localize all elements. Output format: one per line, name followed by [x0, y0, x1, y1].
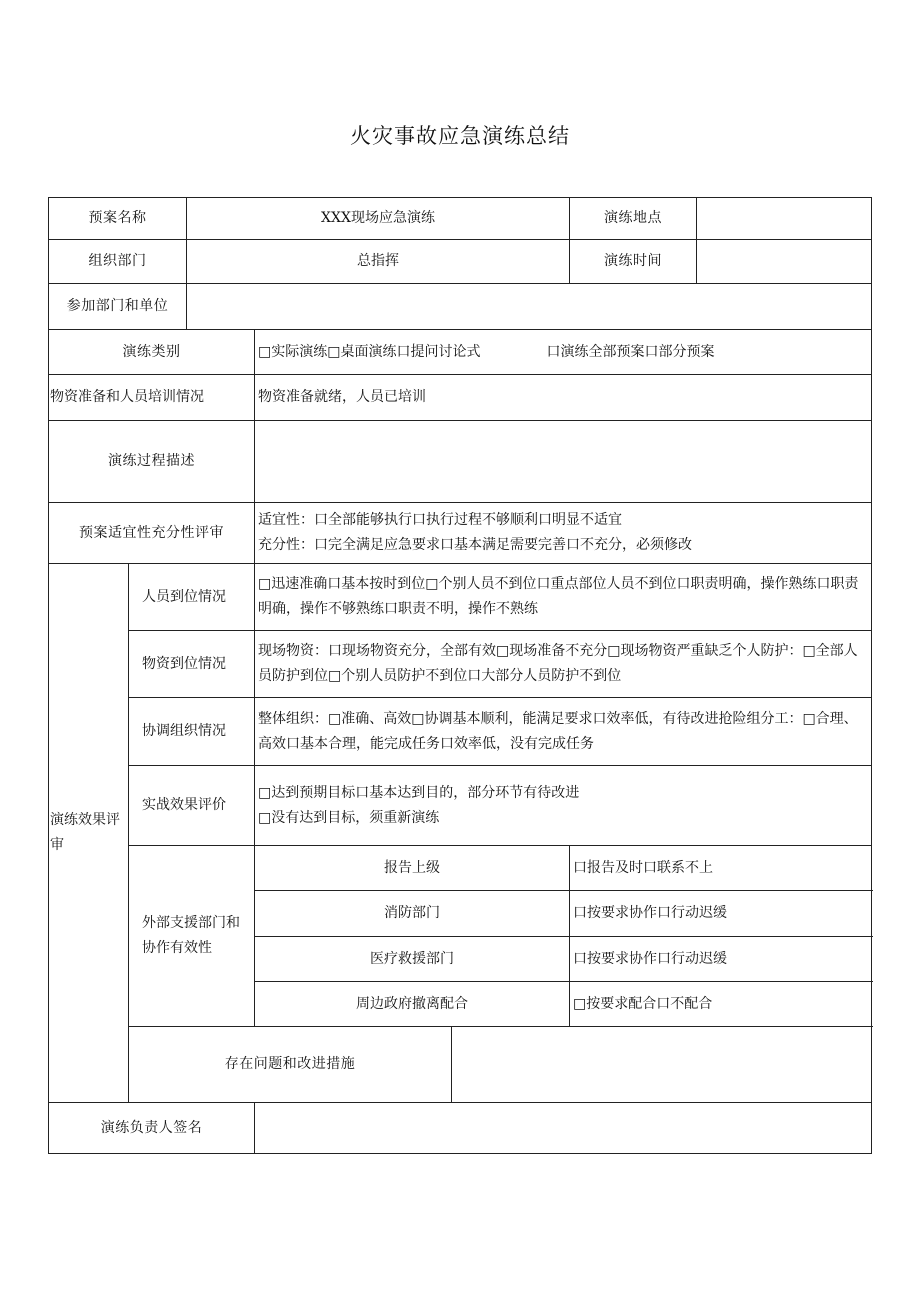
time-label: 演练时间	[570, 240, 697, 284]
category-options-b[interactable]: 口演练全部预案口部分预案	[546, 343, 715, 360]
time-value[interactable]	[697, 240, 872, 284]
plan-name-row	[49, 198, 872, 240]
personnel-row	[49, 564, 872, 631]
suitability-options[interactable]	[255, 503, 872, 564]
external-item-options[interactable]: 口报告及时口联系不上	[570, 846, 872, 891]
supplies-options[interactable]: 现场物资：口现场物资充分，全部有效□现场准备不充分□现场物资严重缺乏个人防护：□全部人员防护到位□个别人员防护不到位口大部分人员防护不到位	[255, 631, 872, 698]
external-item-options[interactable]: 口按要求协作口行动迟缓	[570, 891, 872, 937]
location-label: 演练地点	[570, 198, 697, 240]
process-value[interactable]	[255, 421, 872, 503]
external-item-name: 消防部门	[255, 891, 570, 937]
participants-row	[49, 284, 872, 330]
suitability-label: 预案适宜性充分性评审	[49, 503, 255, 564]
issues-label: 存在问题和改进措施	[129, 1027, 452, 1103]
org-dept-value[interactable]: 总指挥	[187, 240, 570, 284]
issues-value[interactable]	[452, 1027, 872, 1103]
materials-row	[49, 375, 872, 421]
plan-name-label: 预案名称	[49, 198, 187, 240]
combat-options[interactable]	[255, 766, 872, 846]
external-row-1	[49, 846, 872, 891]
suitability-row	[49, 503, 872, 564]
document-title: 火灾事故应急演练总结	[350, 124, 570, 148]
category-options[interactable]	[255, 330, 872, 375]
participants-value[interactable]	[187, 284, 872, 330]
suitability-line-2[interactable]: 充分性：口完全满足应急要求口基本满足需要完善口不充分，必须修改	[258, 537, 692, 553]
external-label: 外部支援部门和协作有效性	[129, 846, 255, 1027]
supplies-row	[49, 631, 872, 698]
combat-line-2[interactable]: □没有达到目标，须重新演练	[258, 809, 440, 826]
process-row	[49, 421, 872, 503]
org-dept-label: 组织部门	[49, 240, 187, 284]
signature-row	[49, 1103, 872, 1154]
category-label: 演练类别	[49, 330, 255, 375]
coordination-label: 协调组织情况	[129, 698, 255, 766]
signature-value[interactable]	[255, 1103, 872, 1154]
signature-label: 演练负责人签名	[49, 1103, 255, 1154]
location-value[interactable]	[697, 198, 872, 240]
supplies-label: 物资到位情况	[129, 631, 255, 698]
external-item-name: 周边政府撤离配合	[255, 982, 570, 1027]
process-label: 演练过程描述	[49, 421, 255, 503]
coordination-row	[49, 698, 872, 766]
external-item-name: 医疗救援部门	[255, 937, 570, 982]
external-item-name: 报告上级	[255, 846, 570, 891]
drill-summary-form	[48, 197, 872, 1154]
personnel-label: 人员到位情况	[129, 564, 255, 631]
suitability-line-1[interactable]: 适宜性：口全部能够执行口执行过程不够顺利口明显不适宜	[258, 512, 622, 528]
materials-label: 物资准备和人员培训情况	[49, 375, 255, 421]
combat-row	[49, 766, 872, 846]
evaluation-group-label: 演练效果评审	[49, 564, 129, 1103]
category-row	[49, 330, 872, 375]
combat-label: 实战效果评价	[129, 766, 255, 846]
category-options-a[interactable]: □实际演练□桌面演练口提问讨论式	[258, 343, 481, 360]
participants-label: 参加部门和单位	[49, 284, 187, 330]
coordination-options[interactable]: 整体组织：□准确、高效□协调基本顺利，能满足要求口效率低，有待改进抢险组分工：□合理、高效口基本合理，能完成任务口效率低，没有完成任务	[255, 698, 872, 766]
external-item-options[interactable]: 口按要求协作口行动迟缓	[570, 937, 872, 982]
plan-name-value[interactable]: XXX现场应急演练	[187, 198, 570, 240]
personnel-options[interactable]: □迅速准确口基本按时到位□个别人员不到位口重点部位人员不到位口职责明确，操作熟练口职责明确，操作不够熟练口职责不明，操作不熟练	[255, 564, 872, 631]
external-item-options[interactable]: □按要求配合口不配合	[570, 982, 872, 1027]
org-dept-row	[49, 240, 872, 284]
materials-value[interactable]: 物资准备就绪，人员已培训	[255, 375, 872, 421]
issues-row	[49, 1027, 872, 1103]
combat-line-1[interactable]: □达到预期目标口基本达到目的，部分环节有待改进	[258, 784, 580, 801]
